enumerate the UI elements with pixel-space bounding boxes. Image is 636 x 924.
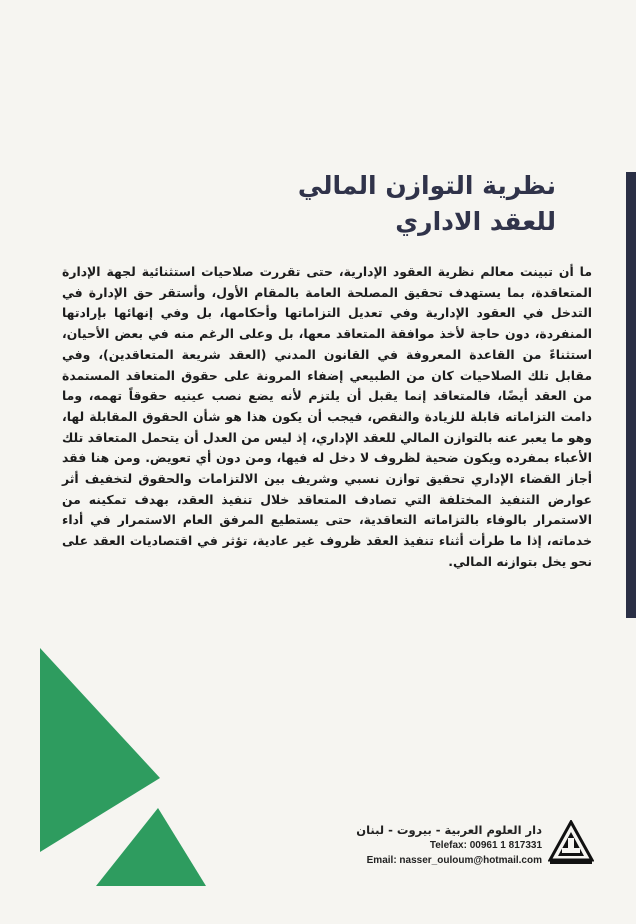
title-line-1: نظرية التوازن المالي	[297, 171, 556, 200]
publisher-logo-icon	[548, 820, 594, 866]
blurb-paragraph: ما أن تبينت معالم نظرية العقود الإدارية، حتى تقررت صلاحيات استثنائية لجهة الإدارة المتعاقدة، بما يستهدف تحقيق المصلحة العامة بالمقام الأول، وأستقر حق الإدارة في التدخل في العقود الإدارية وفي تعديل التزاماتها وأحكامها، بل وفي إنهائها بإرادتها المنفردة، دون حاجة لأخذ موافقة المتعاقد معها، بل وعلى الرغم منه في بعض الأحيان، استثناءً من القاعدة المعروفة في القانون المدني (العقد شريعة المتعاقدين)، وفي مقابل تلك الصلاحيات كان من الطبيعي إضفاء المرونة على حقوق المتعاقد المستمدة من العقد أيضًا، فالمتعاقد إنما يقبل أن يلتزم لأنه يضع نصب عينيه حقوقاً تهمه، وما دامت التزاماته قابلة للزيادة والنقص، فيجب أن يكون هذا هو شأن الحقوق المقابلة لها، وهو ما يعبر عنه بالتوازن المالي للعقد الإداري، إذ ليس من العدل أن يتحمل المتعاقد تلك الأعباء بمفرده ويكون ضحية لظروف لا دخل له فيها، ومن دون أي تعويض. ومن هنا فقد أجاز القضاء الإداري تحقيق توازن نسبي وشريف بين الالتزامات والحقوق لتخفيف أثر عوارض التنفيذ المختلفة التي تصادف المتعاقد خلال تنفيذ العقد، بهدف تمكينه من الاستمرار بالوفاء بالتزاماته التعاقدية، حتى يستطيع المرفق العام الاستمرار في أداء خدماته، إذا ما طرأت أثناء تنفيذ العقد ظروف غير عادية، تؤثر في اقتصاديات العقد على نحو يخل بتوازنه المالي.	[62, 264, 592, 569]
publisher-name: دار العلوم العربية - بيروت - لبنان	[356, 823, 542, 837]
publisher-footer	[342, 822, 542, 868]
title-line-2: للعقد الاداري	[395, 207, 556, 236]
large-green-triangle	[40, 648, 160, 852]
small-green-triangle	[96, 808, 206, 886]
email: Email: nasser_ouloum@hotmail.com	[366, 855, 542, 866]
telefax: Telefax: 00961 1 817331	[429, 840, 542, 851]
